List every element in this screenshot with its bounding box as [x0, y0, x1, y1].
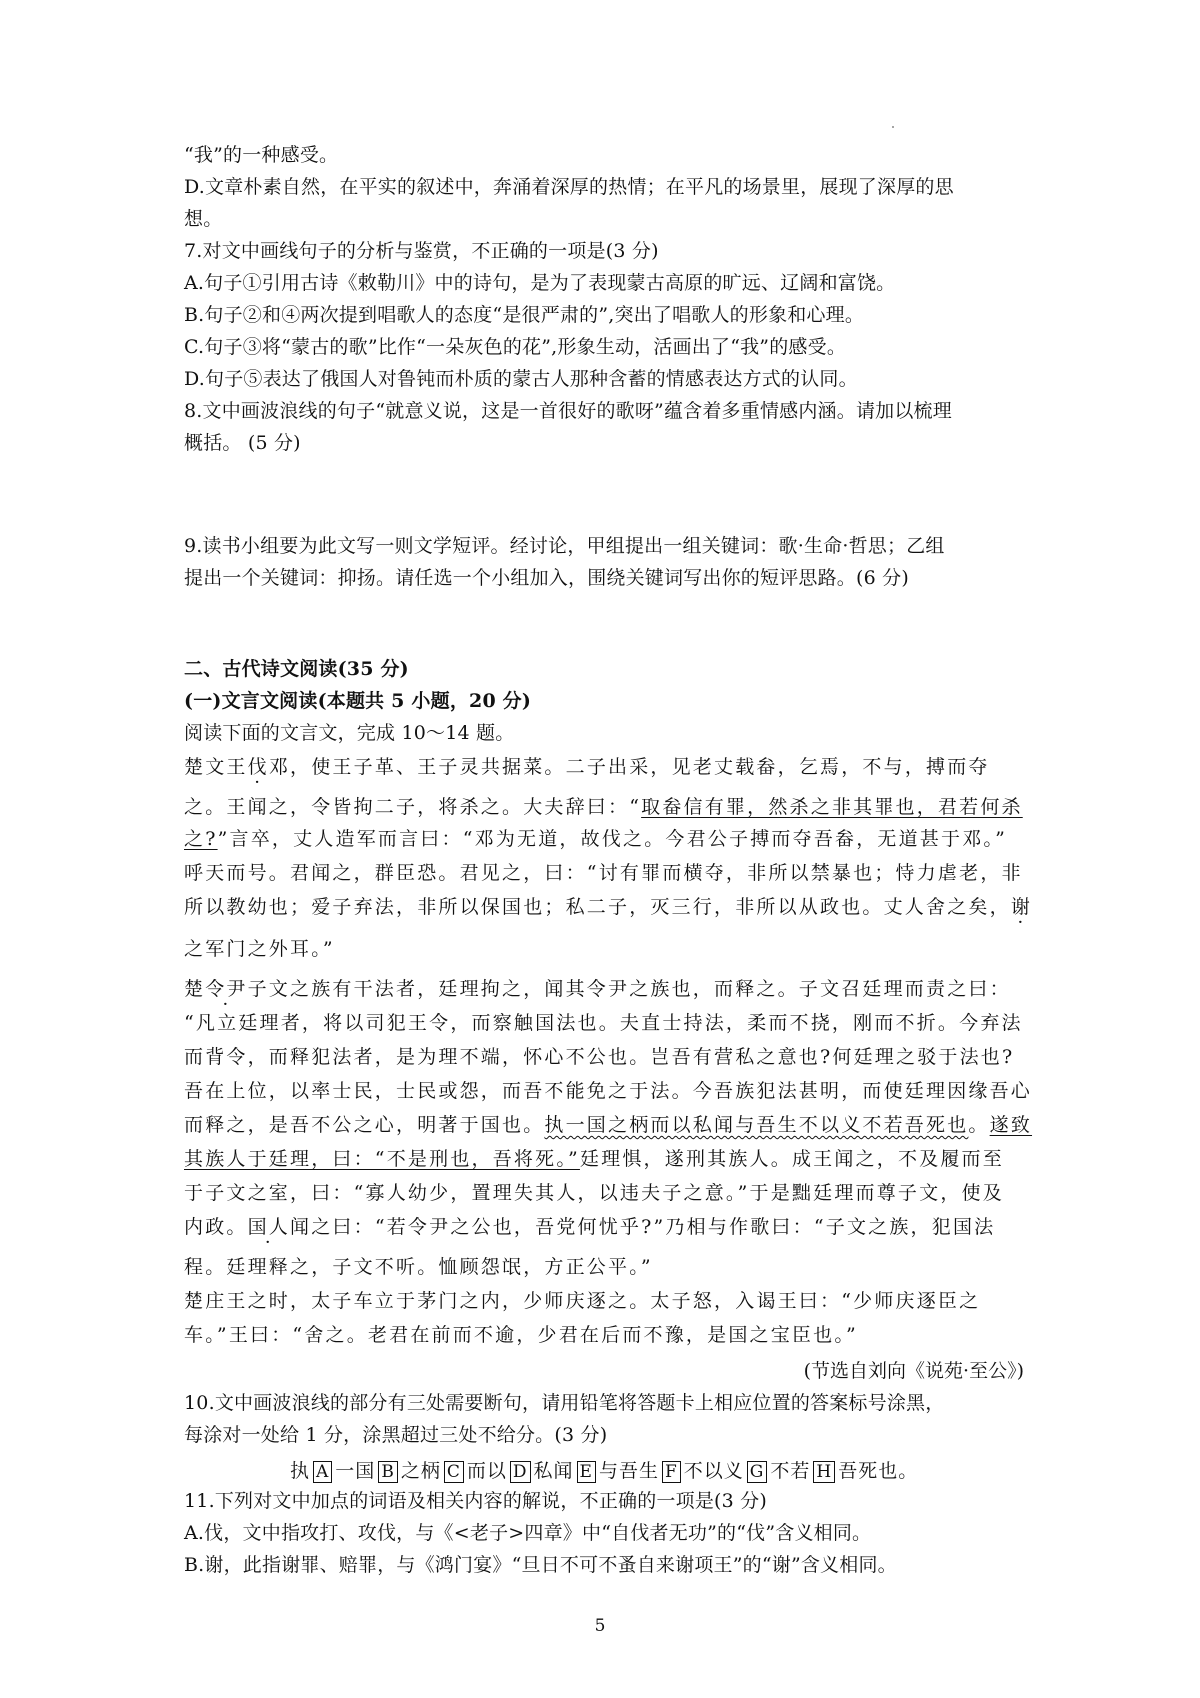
answer-box-e: E — [577, 1461, 596, 1483]
sentence-break-options: 执 A 一国 B 之柄 C 而以 D 私闻 E 与吾生 F 不以义 G 不若 H 吾死也。 — [290, 1460, 919, 1482]
question-7-option-b: B.句子②和④两次提到唱歌人的态度“是很严肃的”,突出了唱歌人的形象和心理。 — [184, 304, 865, 326]
question-8-line1: 8.文中画波浪线的句子“就意义说，这是一首很好的歌呀”蕴含着多重情感内涵。请加以梳理 — [184, 400, 952, 422]
passage-line: 而释之，是吾不公之心，明著于国也。执一国之柄而以私闻与吾生不以义不若吾死也。遂致 — [184, 1114, 1033, 1136]
answer-box-b: B — [378, 1461, 398, 1483]
question-11-option-a: A.伐，文中指攻打、攻伐，与《<老子>四章》中“自伐者无功”的“伐”含义相同。 — [184, 1522, 872, 1544]
option-c-continued: “我”的一种感受。 — [184, 144, 339, 166]
dotted-word: 令尹 — [205, 978, 248, 1000]
section-title: 二、古代诗文阅读(35 分) — [184, 658, 409, 680]
question-7-option-a: A.句子①引用古诗《敕勒川》中的诗句，是为了表现蒙古高原的旷远、辽阔和富饶。 — [184, 272, 896, 294]
dotted-word: 伐 — [247, 756, 269, 778]
subsection-title: (一)文言文阅读(本题共 5 小题，20 分) — [184, 690, 532, 712]
reading-instruction: 阅读下面的文言文，完成 10～14 题。 — [184, 722, 515, 744]
passage-line: 之。王闻之，令皆拘二子，将杀之。大夫辞曰：“取畚信有罪，然杀之非其罪也，君若何杀 — [184, 796, 1023, 818]
answer-box-h: H — [813, 1461, 835, 1483]
passage-line: 楚庄王之时，太子车立于茅门之内，少师庆逐之。太子怒，入谒王曰：“少师庆逐臣之 — [184, 1290, 981, 1312]
answer-box-g: G — [747, 1461, 768, 1483]
dotted-word: 国人 — [247, 1216, 291, 1238]
question-7: 7.对文中画线句子的分析与鉴赏，不正确的一项是(3 分) — [184, 240, 659, 262]
answer-box-f: F — [662, 1461, 681, 1483]
passage-line: 之军门之外耳。” — [184, 938, 335, 960]
passage-line: 于子文之室，曰：“寡人幼少，置理失其人，以违夫子之意。”于是黜廷理而尊子文，使及 — [184, 1182, 1004, 1204]
answer-box-a: A — [313, 1461, 332, 1483]
option-d-line1: D.文章朴素自然，在平实的叙述中，奔涌着深厚的热情；在平凡的场景里，展现了深厚的思 — [184, 176, 954, 198]
question-10-line2: 每涂对一处给 1 分，涂黑超过三处不给分。(3 分) — [184, 1424, 608, 1446]
option-d-line2: 想。 — [184, 208, 223, 230]
question-10-line1: 10.文中画波浪线的部分有三处需要断句，请用铅笔将答题卡上相应位置的答案标号涂黑， — [184, 1392, 945, 1414]
question-9-line2: 提出一个关键词：抑扬。请任选一个小组加入，围绕关键词写出你的短评思路。(6 分) — [184, 567, 909, 589]
question-8-line2: 概括。 (5 分) — [184, 432, 301, 454]
passage-line: 之?”言卒，丈人造军而言曰：“邓为无道，故伐之。今君公子搏而夺吾畚，无道甚于邓。” — [184, 828, 1008, 850]
passage-line: 楚文王伐邓，使王子革、王子灵共据菜。二子出采，见老丈载畚，乞焉，不与，搏而夺 — [184, 756, 990, 778]
passage-source: (节选自刘向《说苑·至公》) — [803, 1360, 1024, 1382]
passage-line: 车。”王曰：“舍之。老君在前而不逾，少君在后而不豫，是国之宝臣也。” — [184, 1324, 858, 1346]
passage-line: 内政。国人闻之曰：“若令尹之公也，吾党何忧乎?”乃相与作歌曰：“子文之族，犯国法 — [184, 1216, 996, 1238]
passage-line: 所以教幼也；爱子弃法，非所以保国也；私二子，灭三行，非所以从政也。丈人舍之矣，谢 — [184, 896, 1033, 918]
dotted-word: 谢 — [1010, 896, 1033, 918]
underlined-sentence: 遂致 — [989, 1114, 1033, 1136]
question-11-option-b: B.谢，此指谢罪、赔罪，与《鸿门宴》“旦日不可不蚤自来谢项王”的“谢”含义相同。 — [184, 1554, 897, 1576]
question-11: 11.下列对文中加点的词语及相关内容的解说，不正确的一项是(3 分) — [184, 1490, 767, 1512]
answer-box-c: C — [444, 1461, 464, 1483]
passage-line: 其族人于廷理，曰：“不是刑也，吾将死。”廷理惧，遂刑其族人。成王闻之，不及履而至 — [184, 1148, 1004, 1170]
wavy-underlined-sentence: 执一国之柄而以私闻与吾生不以义不若吾死也 — [544, 1114, 969, 1136]
underlined-sentence: 其族人于廷理，曰：“不是刑也，吾将死。” — [184, 1148, 580, 1170]
underlined-sentence: 取畚信有罪，然杀之非其罪也，君若何杀 — [641, 796, 1023, 818]
passage-line: 吾在上位，以率士民，士民或怨，而吾不能免之于法。今吾族犯法甚明，而使廷理因缘吾心 — [184, 1080, 1033, 1102]
passage-line: 楚令尹子文之族有干法者，廷理拘之，闻其令尹之族也，而释之。子文召廷理而责之曰： — [184, 978, 1011, 1000]
page-number: 5 — [594, 1616, 606, 1636]
underlined-sentence: 之? — [184, 828, 218, 850]
question-9-line1: 9.读书小组要为此文写一则文学短评。经讨论，甲组提出一组关键词：歌·生命·哲思；乙组 — [184, 535, 945, 557]
passage-line: 呼天而号。君闻之，群臣恐。君见之，曰：“讨有罪而横夺，非所以禁暴也；恃力虐老，非 — [184, 862, 1023, 884]
question-7-option-c: C.句子③将“蒙古的歌”比作“一朵灰色的花”,形象生动，活画出了“我”的感受。 — [184, 336, 847, 358]
answer-box-d: D — [510, 1461, 531, 1483]
scan-speck — [892, 126, 894, 128]
passage-line: “凡立廷理者，将以司犯王令，而察触国法也。夫直士持法，柔而不挠，刚而不折。今弃法 — [184, 1012, 1023, 1034]
passage-line: 而背令，而释犯法者，是为理不端，怀心不公也。岂吾有营私之意也?何廷理之驳于法也? — [184, 1046, 1015, 1068]
passage-line: 程。廷理释之，子文不听。恤顾怨氓，方正公平。” — [184, 1256, 653, 1278]
question-7-option-d: D.句子⑤表达了俄国人对鲁钝而朴质的蒙古人那种含蓄的情感表达方式的认同。 — [184, 368, 858, 390]
